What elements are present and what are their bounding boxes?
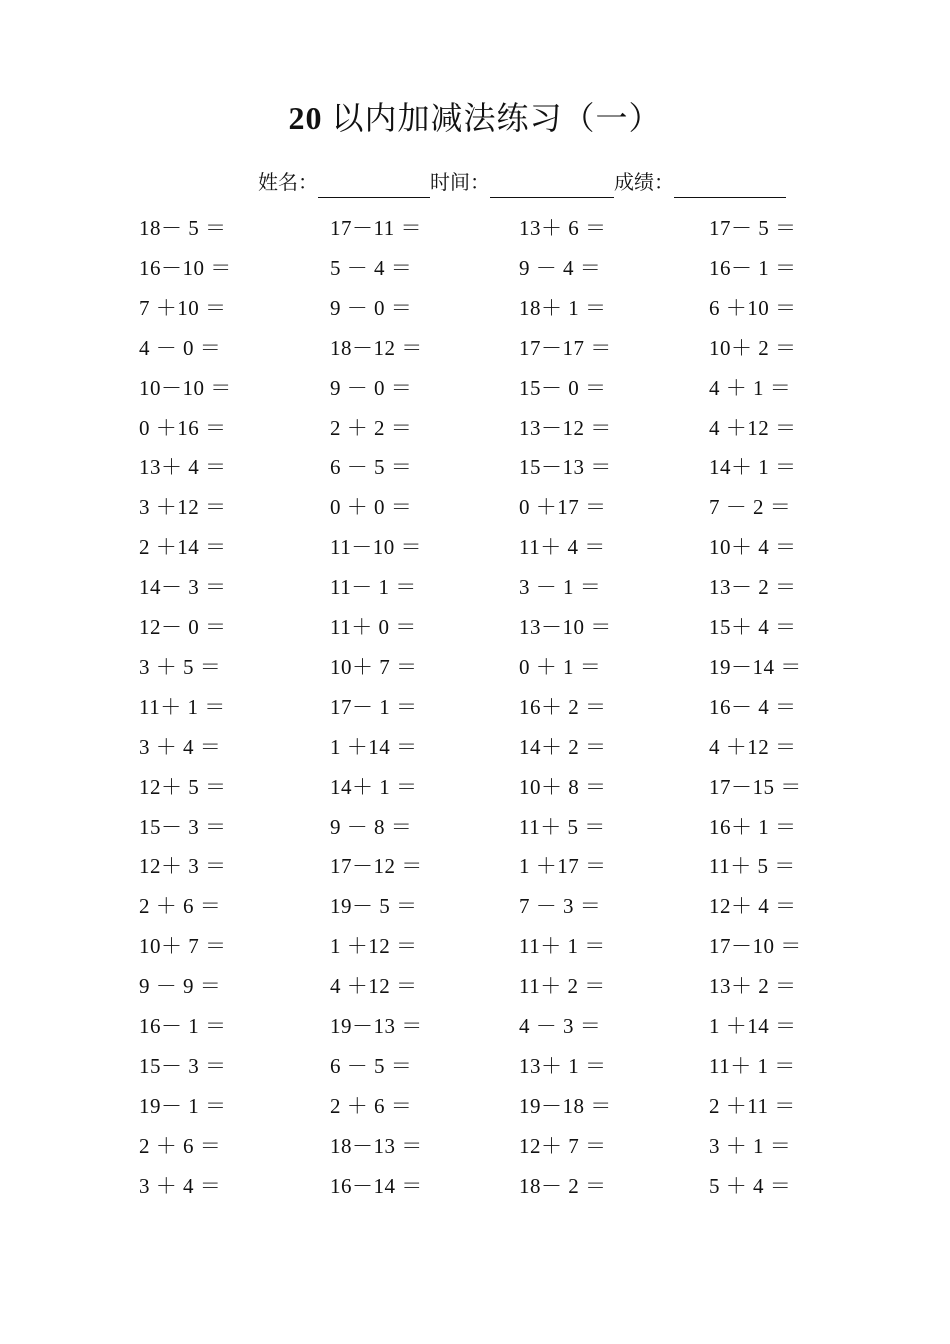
problem-item: 7 － 3 ＝	[519, 894, 602, 919]
title-number: 20	[288, 100, 323, 136]
problem-item: 1 ＋14 ＝	[330, 734, 418, 759]
title-text: 以内加减法练习（一）	[331, 100, 662, 136]
problem-item: 0 ＋ 0 ＝	[330, 495, 413, 520]
problem-item: 13＋ 1 ＝	[519, 1053, 607, 1078]
problem-item: 3 ＋ 1 ＝	[709, 1133, 792, 1158]
problem-item: 14－ 3 ＝	[139, 575, 227, 600]
problem-item: 1 ＋12 ＝	[330, 934, 418, 959]
problem-item: 11＋ 1 ＝	[709, 1053, 796, 1078]
problem-item: 3 ＋ 4 ＝	[139, 1173, 222, 1198]
problem-item: 12＋ 5 ＝	[139, 774, 227, 799]
problem-item: 4 － 3 ＝	[519, 1014, 602, 1038]
problem-item: 19－13 ＝	[330, 1014, 423, 1038]
problem-item: 18－12 ＝	[330, 335, 423, 360]
problem-item: 11＋ 1 ＝	[139, 694, 226, 719]
problem-item: 19－18 ＝	[519, 1093, 612, 1118]
problem-item: 0 ＋16 ＝	[139, 415, 227, 440]
problem-item: 2 ＋ 2 ＝	[330, 415, 413, 440]
problem-item: 18＋ 1 ＝	[519, 295, 607, 320]
problem-item: 12＋ 7 ＝	[519, 1133, 607, 1158]
score-label: 成绩：	[614, 172, 674, 194]
problem-item: 3 ＋ 5 ＝	[139, 654, 222, 679]
problem-item: 14＋ 2 ＝	[519, 734, 607, 759]
problem-item: 2 ＋11 ＝	[709, 1093, 796, 1118]
problem-item: 11－ 1 ＝	[330, 575, 417, 600]
problem-item: 13＋ 6 ＝	[519, 216, 607, 240]
problem-item: 11＋ 4 ＝	[519, 535, 606, 560]
problem-item: 18－ 5 ＝	[139, 216, 227, 240]
problem-item: 19－ 5 ＝	[330, 894, 418, 919]
problem-item: 5 ＋ 4 ＝	[709, 1173, 792, 1198]
problem-item: 4 ＋12 ＝	[709, 415, 797, 440]
problem-item: 16－ 1 ＝	[139, 1014, 227, 1038]
problem-item: 16＋ 2 ＝	[519, 694, 607, 719]
problem-item: 16－ 1 ＝	[709, 255, 797, 280]
problem-item: 1 ＋17 ＝	[519, 854, 607, 879]
problem-item: 10＋ 2 ＝	[709, 335, 797, 360]
problem-item: 12－ 0 ＝	[139, 615, 227, 639]
problem-item: 2 ＋14 ＝	[139, 535, 227, 560]
problem-item: 14＋ 1 ＝	[709, 455, 797, 480]
problem-item: 11＋ 1 ＝	[519, 934, 606, 959]
problem-item: 4 － 0 ＝	[139, 335, 222, 360]
problem-item: 4 ＋12 ＝	[330, 974, 418, 999]
problem-item: 0 ＋ 1 ＝	[519, 654, 602, 679]
problem-item: 3 ＋ 4 ＝	[139, 734, 222, 759]
problem-item: 4 ＋12 ＝	[709, 734, 797, 759]
problem-item: 17－11 ＝	[330, 216, 422, 240]
problem-item: 16－10 ＝	[139, 255, 232, 280]
problem-item: 13＋ 4 ＝	[139, 455, 227, 480]
problem-item: 15－ 3 ＝	[139, 814, 227, 839]
problem-item: 12＋ 4 ＝	[709, 894, 797, 919]
problem-item: 2 ＋ 6 ＝	[330, 1093, 413, 1118]
problem-item: 6 ＋10 ＝	[709, 295, 797, 320]
problem-item: 10＋ 4 ＝	[709, 535, 797, 560]
problem-item: 0 ＋17 ＝	[519, 495, 607, 520]
problem-item: 16－ 4 ＝	[709, 694, 797, 719]
problem-item: 9 － 9 ＝	[139, 974, 222, 999]
problem-item: 13－10 ＝	[519, 615, 612, 639]
problem-item: 10＋ 7 ＝	[330, 654, 418, 679]
problem-item: 7 － 2 ＝	[709, 495, 792, 520]
problem-item: 10＋ 7 ＝	[139, 934, 227, 959]
problem-item: 2 ＋ 6 ＝	[139, 1133, 222, 1158]
problem-item: 10＋ 8 ＝	[519, 774, 607, 799]
problem-item: 7 ＋10 ＝	[139, 295, 227, 320]
problem-item: 10－10 ＝	[139, 375, 232, 400]
problem-item: 11＋ 2 ＝	[519, 974, 606, 999]
problem-item: 6 － 5 ＝	[330, 455, 413, 480]
problem-item: 11－10 ＝	[330, 535, 422, 560]
problem-item: 17－ 1 ＝	[330, 694, 418, 719]
problem-item: 5 － 4 ＝	[330, 255, 413, 280]
problem-item: 14＋ 1 ＝	[330, 774, 418, 799]
problem-item: 9 － 0 ＝	[330, 295, 413, 320]
problem-item: 17－15 ＝	[709, 774, 802, 799]
name-label: 姓名：	[258, 172, 318, 194]
problem-item: 17－10 ＝	[709, 934, 802, 959]
problem-item: 15＋ 4 ＝	[709, 615, 797, 639]
problem-item: 9 － 0 ＝	[330, 375, 413, 400]
problem-item: 2 ＋ 6 ＝	[139, 894, 222, 919]
problem-item: 3 ＋12 ＝	[139, 495, 227, 520]
problem-item: 17－17 ＝	[519, 335, 612, 360]
problem-item: 16＋ 1 ＝	[709, 814, 797, 839]
problem-item: 12＋ 3 ＝	[139, 854, 227, 879]
problem-item: 15－13 ＝	[519, 455, 612, 480]
problem-item: 18－13 ＝	[330, 1133, 423, 1158]
problem-item: 9 － 4 ＝	[519, 255, 602, 280]
problem-item: 13－12 ＝	[519, 415, 612, 440]
problem-item: 16－14 ＝	[330, 1173, 423, 1198]
problem-item: 13＋ 2 ＝	[709, 974, 797, 999]
problem-item: 1 ＋14 ＝	[709, 1014, 797, 1038]
problem-item: 11＋ 0 ＝	[330, 615, 417, 639]
time-label: 时间：	[430, 172, 490, 194]
problem-item: 3 － 1 ＝	[519, 575, 602, 600]
problem-item: 11＋ 5 ＝	[519, 814, 606, 839]
problem-item: 18－ 2 ＝	[519, 1173, 607, 1198]
problem-item: 13－ 2 ＝	[709, 575, 797, 600]
problem-item: 15－ 0 ＝	[519, 375, 607, 400]
problem-item: 9 － 8 ＝	[330, 814, 413, 839]
problem-item: 19－ 1 ＝	[139, 1093, 227, 1118]
problem-item: 17－ 5 ＝	[709, 216, 797, 240]
problem-item: 6 － 5 ＝	[330, 1053, 413, 1078]
problem-item: 4 ＋ 1 ＝	[709, 375, 792, 400]
problem-item: 15－ 3 ＝	[139, 1053, 227, 1078]
problem-item: 17－12 ＝	[330, 854, 423, 879]
problem-item: 11＋ 5 ＝	[709, 854, 796, 879]
problem-item: 19－14 ＝	[709, 654, 802, 679]
